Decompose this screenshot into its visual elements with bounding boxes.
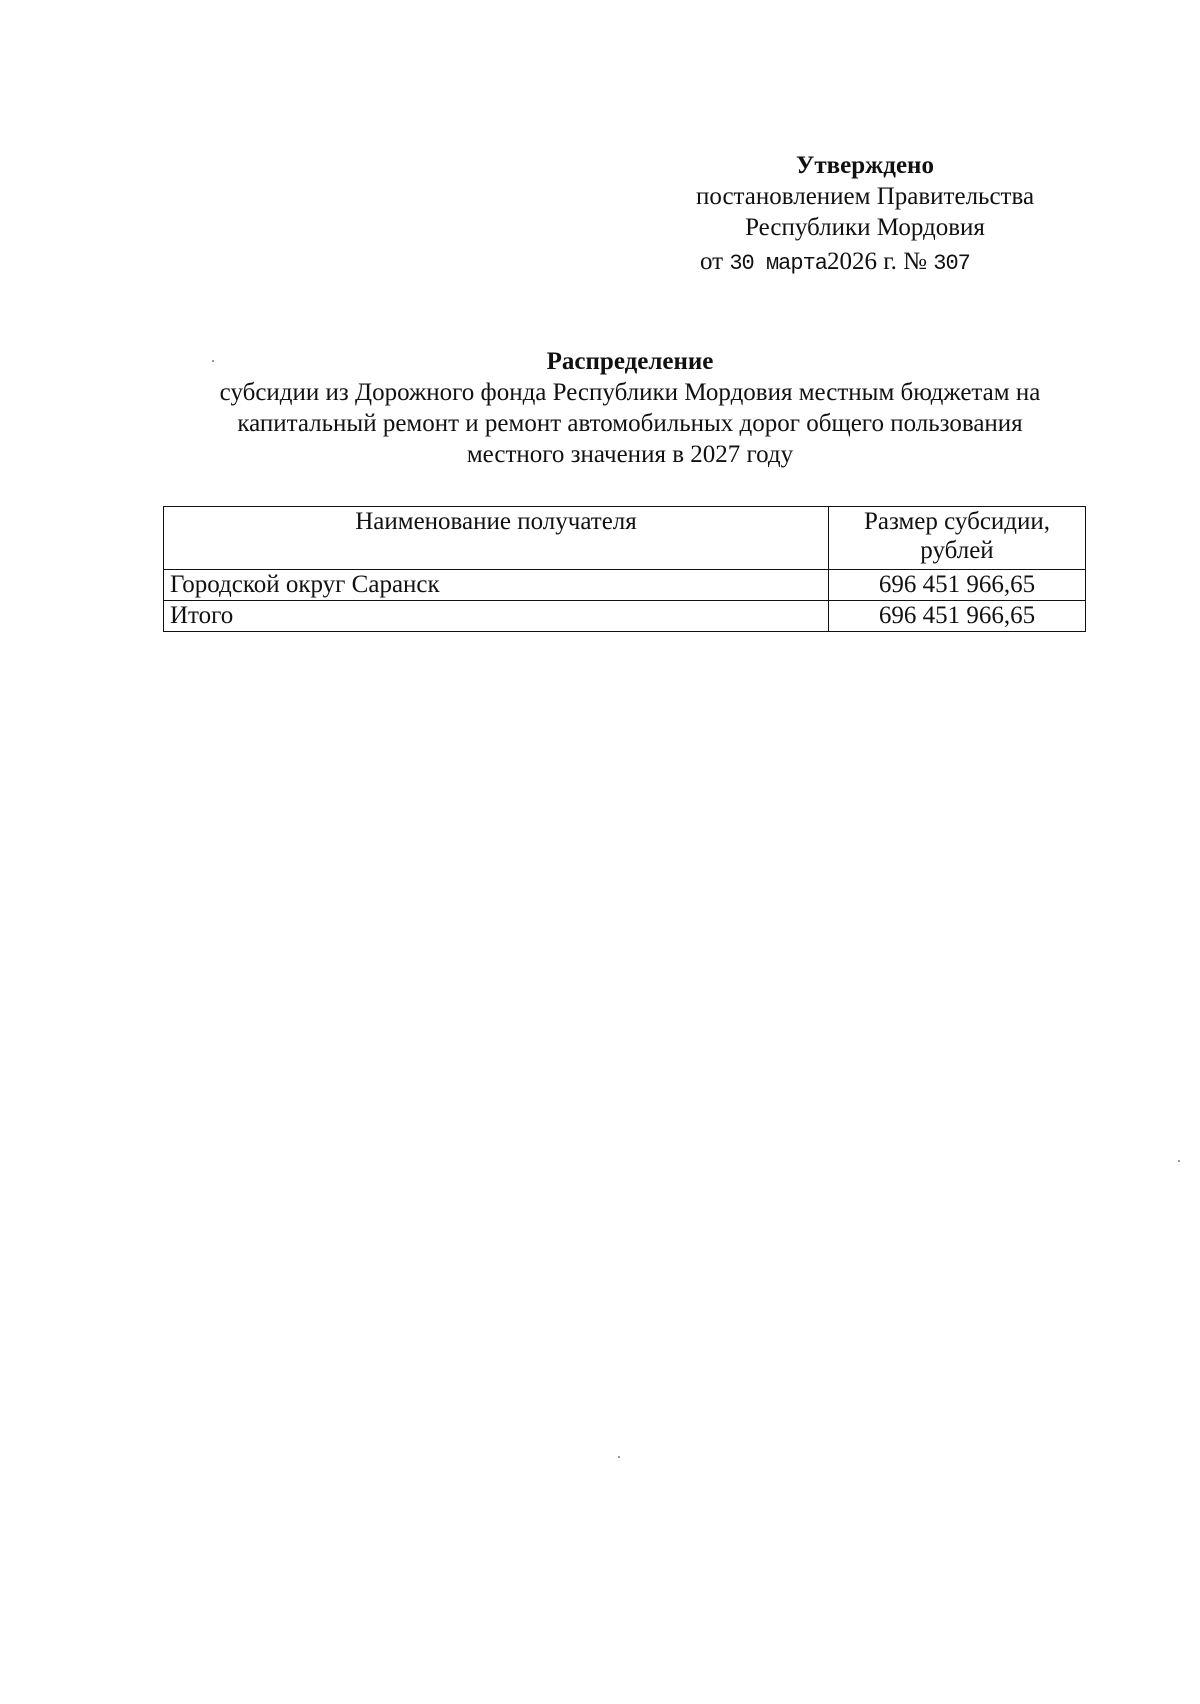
- scan-speck: [1178, 1160, 1180, 1162]
- date-prefix: от: [700, 248, 724, 275]
- date-year: 2026 г. №: [826, 248, 928, 275]
- approval-stamp: [640, 150, 1090, 243]
- title-line-1: субсидии из Дорожного фонда Республики Мордовия местным бюджетам на: [219, 379, 1041, 406]
- title-line-3: местного значения в 2027 году: [466, 441, 794, 468]
- approval-line-1: постановлением Правительства: [695, 183, 1035, 210]
- document-title: [160, 346, 1100, 470]
- title-heading: Распределение: [546, 348, 714, 375]
- table-row-total: [164, 601, 1086, 632]
- table-row: [164, 570, 1086, 601]
- table-header-row: [164, 507, 1086, 570]
- scan-speck: [618, 1456, 620, 1458]
- approval-line-2: Республики Мордовия: [745, 214, 985, 241]
- column-header-recipient: Наименование получателя: [164, 507, 829, 570]
- total-label-cell: Итого: [164, 601, 829, 632]
- column-header-amount: Размер субсидии, рублей: [829, 507, 1086, 570]
- approval-heading: Утверждено: [796, 152, 934, 179]
- title-line-2: капитальный ремонт и ремонт автомобильных дорог общего пользования: [237, 410, 1023, 437]
- recipient-cell: Городской округ Саранск: [164, 570, 829, 601]
- amount-cell: 696 451 966,65: [829, 570, 1086, 601]
- date-day-month: 30 марта: [729, 251, 827, 276]
- subsidy-table: [163, 506, 1086, 632]
- approval-date-line: [700, 246, 970, 279]
- total-amount-cell: 696 451 966,65: [829, 601, 1086, 632]
- resolution-number: 307: [933, 251, 970, 276]
- scan-speck: [212, 360, 214, 362]
